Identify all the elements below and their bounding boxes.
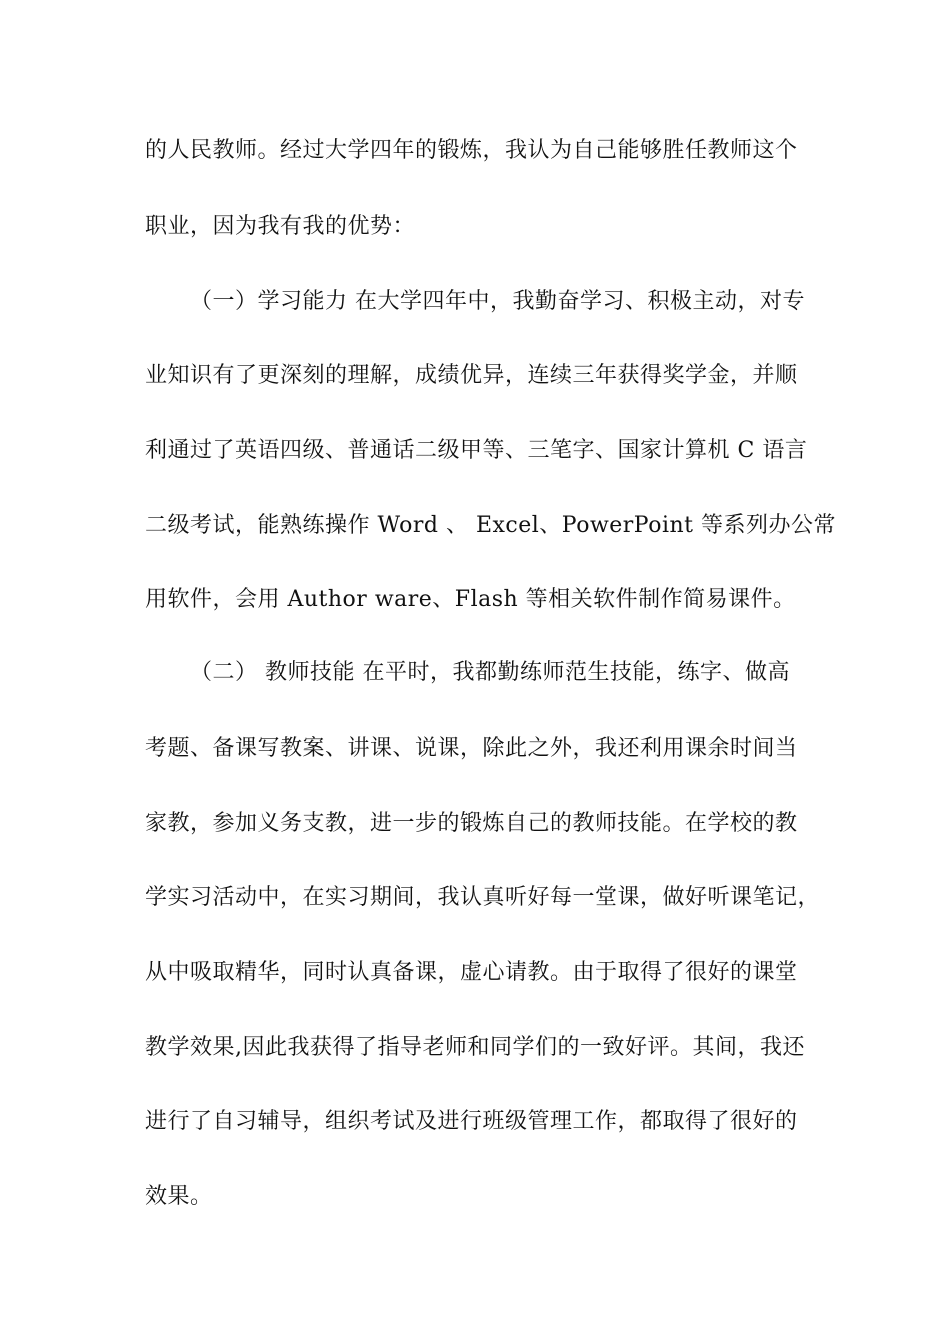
- text-line: 家教，参加义务支教，进一步的锻炼自己的教师技能。在学校的教: [145, 811, 798, 836]
- text-line: 用软件，会用 Author ware、Flash 等相关软件制作简易课件。: [145, 587, 796, 612]
- paragraph-heading-line: （二） 教师技能 在平时，我都勤练师范生技能，练字、做高: [190, 660, 790, 685]
- text-line: 学实习活动中，在实习期间，我认真听好每一堂课，做好听课笔记，: [145, 885, 821, 910]
- text-line: 考题、备课写教案、讲课、说课，除此之外，我还利用课余时间当: [145, 736, 798, 761]
- text-line: 进行了自习辅导，组织考试及进行班级管理工作，都取得了很好的: [145, 1109, 798, 1134]
- text-line: 从中吸取精华，同时认真备课，虚心请教。由于取得了很好的课堂: [145, 960, 798, 985]
- paragraph-heading-line: （一）学习能力 在大学四年中，我勤奋学习、积极主动，对专: [190, 289, 805, 314]
- text-line: 效果。: [145, 1184, 213, 1209]
- text-line: 教学效果,因此我获得了指导老师和同学们的一致好评。其间，我还: [145, 1035, 805, 1060]
- text-line: 利通过了英语四级、普通话二级甲等、三笔字、国家计算机 C 语言: [145, 438, 808, 463]
- text-line: 二级考试，能熟练操作 Word 、 Excel、PowerPoint 等系列办公常: [145, 513, 837, 538]
- text-line: 职业，因为我有我的优势：: [145, 214, 416, 239]
- text-line: 业知识有了更深刻的理解，成绩优异，连续三年获得奖学金，并顺: [145, 363, 798, 388]
- text-line: 的人民教师。经过大学四年的锻炼，我认为自己能够胜任教师这个: [145, 138, 798, 163]
